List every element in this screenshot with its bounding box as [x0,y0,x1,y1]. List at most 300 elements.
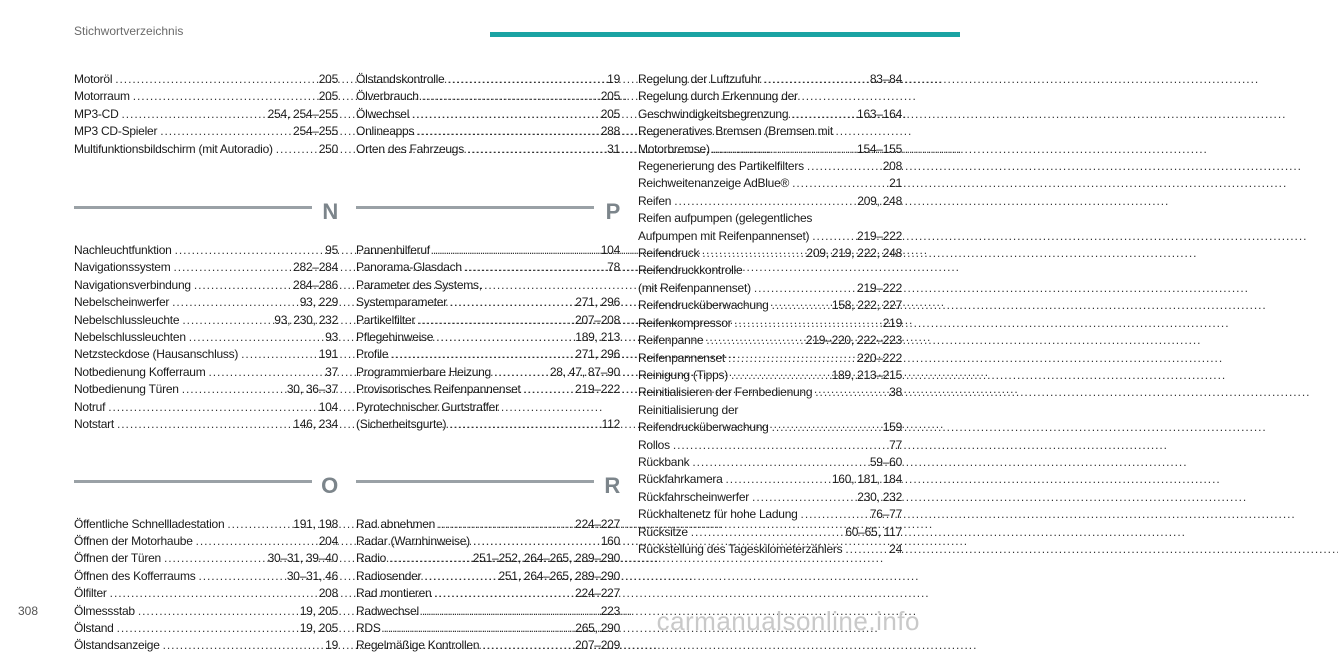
page-reference: 19 [607,72,620,86]
dot-leader [436,329,572,346]
page-reference: 219–220, 222–223 [805,333,902,348]
dot-leader [482,637,572,654]
page-reference: 207–209 [575,638,620,653]
page-reference: 37 [325,364,338,379]
index-term: Rückstellung des Tageskilometerzählers [638,541,843,556]
index-entry [356,106,620,123]
index-entry [638,297,902,314]
dot-leader [422,88,598,105]
index-entry [638,332,902,349]
dot-leader [110,585,316,602]
index-entry-row [74,294,338,311]
index-entry [74,346,338,363]
index-entry-row [74,329,338,346]
index-term: Rückfahrscheinwerfer [638,489,750,504]
index-term: Regelmäßige Kontrollen [356,638,480,653]
index-entry [638,506,902,523]
page-reference: 21 [889,176,902,191]
page-reference: 59–60 [869,454,902,469]
page-reference: 112 [601,417,620,432]
index-term: Reifendrucküberwachung [638,298,769,313]
index-entry-row [74,637,338,654]
dot-leader [241,346,316,363]
index-term: Regenerierung des Partikelfilters [638,159,804,174]
page-reference: 154–155 [857,141,902,156]
index-term: Radar (Warnhinweise) [356,533,470,548]
index-term-line: Regeneratives Bremsen (Bremsen mit [638,124,833,139]
page-reference: 251–252, 264–265, 289–290 [472,551,620,566]
page-reference: 207–208 [575,312,620,327]
section-title: Stichwortverzeichnis [74,24,184,38]
page-reference: 265, 290 [575,620,620,635]
dot-leader [115,71,315,88]
page-reference: 93, 229 [299,295,338,310]
index-entry [74,312,338,329]
dot-leader [465,259,604,276]
section-letter: O [321,472,338,498]
index-entry [638,245,902,262]
index-term: Pflegehinweise [356,330,434,345]
index-term: (Sicherheitsgurte) [356,417,447,432]
index-entry [638,315,902,332]
index-entry-row [638,419,902,436]
index-term: Ölwechsel [356,106,410,121]
index-term: Rücksitze [638,524,688,539]
index-entry [356,603,620,620]
index-entry [356,242,620,259]
index-entry-row [638,350,902,367]
dot-leader [450,294,572,311]
page-reference: 254, 254–255 [267,106,338,121]
index-entry [356,399,620,434]
dot-leader [117,620,297,637]
dot-leader [175,242,323,259]
page-reference: 254–255 [293,124,338,139]
page-reference: 30, 36–37 [286,382,338,397]
index-entry-row [74,242,338,259]
dot-leader [434,585,572,602]
index-term: Rollos [638,437,670,452]
index-entry [74,88,338,105]
page-reference: 31 [607,141,620,156]
dot-leader [182,312,271,329]
page-reference: 30–31, 39–40 [267,551,338,566]
dot-leader [815,384,886,401]
dot-leader [772,297,829,314]
index-entry-row [356,312,620,329]
index-entry-row [356,294,620,311]
dot-leader [122,106,265,123]
index-term: MP3 CD-Spieler [74,124,158,139]
index-entry [638,541,902,558]
page-reference: 78 [607,260,620,275]
index-term: Reifendruck [638,246,700,261]
index-entry [356,88,620,105]
dot-leader [198,568,283,585]
page-reference: 224–227 [575,586,620,601]
dot-leader [473,533,598,550]
index-term: Notruf [74,399,106,414]
dot-leader [726,471,829,488]
index-entry-row [356,346,620,363]
dot-leader [449,416,598,433]
index-term: Panorama-Glasdach [356,260,462,275]
index-entry [74,381,338,398]
index-term-line: Parameter des Systems, [356,277,482,292]
index-entry-row [638,506,902,523]
dot-leader [467,141,604,158]
page-reference: 160 [600,533,620,548]
index-entry-row [356,603,620,620]
index-entry [638,193,902,210]
index-entry [356,620,620,637]
section-letter: N [322,199,338,225]
index-term: Öffentliche Schnellladestation [74,516,225,531]
index-entry [356,259,620,276]
index-entry [356,346,620,363]
index-entry [356,71,620,88]
index-entry-row [74,259,338,276]
dot-leader [189,329,322,346]
index-entry-row [356,381,620,398]
index-entry [356,312,620,329]
letter-section-header [356,198,620,238]
index-term: Rückhaltenetz für hohe Ladung [638,507,798,522]
index-term: Reifenpannenset [638,350,725,365]
index-entry-row [74,123,338,140]
index-entry-row [356,329,620,346]
watermark: carmanualsonline.info [656,606,920,636]
page-reference: 282–284 [293,260,338,275]
page-reference: 93 [325,330,338,345]
index-term: Reifenpanne [638,333,704,348]
index-term: Multifunktionsbildschirm (mit Autoradio) [74,141,273,156]
index-term: Nebelscheinwerfer [74,295,170,310]
index-term: Ölstandskontrolle [356,72,445,86]
dot-leader [845,541,886,558]
index-entry-row [638,471,902,488]
index-entry-row [74,516,338,533]
index-entry-row [356,106,620,123]
page-reference: 19 [325,638,338,653]
index-entry-row [638,141,902,158]
index-entry-row [74,533,338,550]
page-reference: 38 [889,385,902,400]
index-entry-row [74,312,338,329]
dot-leader [692,454,867,471]
page-reference: 250 [318,141,338,156]
dot-leader [524,381,572,398]
index-entry [74,516,338,533]
page-reference: 219–222 [857,228,902,243]
section-divider [74,206,312,209]
page-reference: 189, 213–215 [831,367,902,382]
index-entry-row [356,141,620,158]
index-term: Öffnen der Motorhaube [74,533,193,548]
index-entry-row [356,585,620,602]
index-entry [638,437,902,454]
index-term: Ölfilter [74,586,107,601]
index-entry [74,637,338,654]
page-reference: 219 [882,315,902,330]
page-reference: 93, 230, 232 [274,312,338,327]
index-entry-row [638,315,902,332]
page-reference: 208 [882,159,902,174]
dot-leader [182,381,284,398]
dot-leader [801,506,867,523]
page-reference: 95 [325,243,338,258]
letter-section-header [356,472,620,512]
dot-leader [117,416,290,433]
index-entry [638,88,902,123]
dot-leader [702,245,803,262]
index-entry [74,294,338,311]
index-entry-row [638,367,902,384]
index-entry [356,637,620,654]
dot-leader [812,228,854,245]
section-divider [356,206,594,209]
dot-leader [163,637,323,654]
page-reference: 83–84 [869,72,902,86]
page-number: 308 [18,604,39,618]
index-entry [638,524,902,541]
page-reference: 284–286 [293,277,338,292]
index-column-2 [356,71,620,655]
index-term: Aufpumpen mit Reifenpannenset) [638,228,810,243]
page-reference: 19, 205 [299,620,338,635]
index-entry [356,277,620,312]
index-entry-row [638,175,902,192]
page-reference: 220–222 [857,350,902,365]
dot-leader [108,399,316,416]
dot-leader [752,489,854,506]
index-entry-row [638,332,902,349]
dot-leader [706,332,803,349]
index-entry [638,71,902,88]
dot-leader [384,620,573,637]
index-term-line: Reinitialisierung der [638,402,739,417]
index-term: Rad montieren [356,586,432,601]
index-entry [638,158,902,175]
index-term: Radio [356,551,387,566]
page-reference: 271, 296 [575,347,620,362]
page-reference: 104 [600,243,620,258]
index-entry [74,141,338,158]
dot-leader [674,193,854,210]
index-entry-row [74,71,338,88]
index-term: Rückbank [638,454,690,469]
index-term: Notstart [74,417,115,432]
index-entry-row [638,158,902,175]
index-entry-row [638,280,902,297]
index-entry-row [74,277,338,294]
letter-section-header [74,198,338,238]
header-accent-bar [490,32,960,37]
index-term: Nachleuchtfunktion [74,243,172,258]
index-entry [356,568,620,585]
index-term: Öffnen des Kofferraums [74,568,196,583]
dot-leader [734,315,879,332]
dot-leader [772,419,880,436]
page-reference: 24 [889,541,902,556]
dot-leader [418,312,572,329]
index-entry-row [638,524,902,541]
index-entry-row [638,541,902,558]
index-entry [74,585,338,602]
page-reference: 288 [600,124,620,139]
section-letter: R [604,472,620,498]
index-entry [638,262,902,297]
index-term: Radiosender [356,568,422,583]
index-entry-row [356,620,620,637]
index-entry-row [638,384,902,401]
section-divider [74,480,312,483]
page-reference: 224–227 [575,516,620,531]
page-reference: 230, 232 [857,489,902,504]
index-entry [74,416,338,433]
index-term: Pannenhilferuf [356,243,430,258]
index-column-1 [74,71,338,655]
index-term-line: Reifen aufpumpen (gelegentliches [638,211,813,226]
page-reference: 271, 296 [575,295,620,310]
index-entry [638,175,902,192]
index-entry-row [638,437,902,454]
index-entry [638,454,902,471]
index-entry [74,620,338,637]
index-entry-row [356,88,620,105]
index-entry-row [74,585,338,602]
index-entry-row [356,364,620,381]
page-reference: 251, 264–265, 289–290 [498,568,620,583]
page-reference: 189, 213 [575,330,620,345]
index-term: Reinigung (Tipps) [638,367,729,382]
page-reference: 76–77 [869,507,902,522]
index-term: (mit Reifenpannenset) [638,280,751,295]
page-reference: 204 [318,533,338,548]
index-entry-row [356,637,620,654]
dot-leader [389,550,470,567]
dot-leader [196,533,316,550]
index-entry [74,399,338,416]
index-term: Navigationsverbindung [74,277,191,292]
index-entry-row [356,550,620,567]
index-entry-row [638,297,902,314]
index-entry-row [638,228,902,245]
index-entry [74,533,338,550]
index-term-line: Reifendruckkontrolle [638,263,743,278]
index-term-line: Pyrotechnischer Gurtstraffer [356,399,499,414]
page-reference: 209, 219, 222, 248 [806,246,902,261]
index-term: Reinitialisieren der Fernbedienung [638,385,813,400]
page-reference: 191 [318,347,338,362]
page-reference: 158, 222, 227 [831,298,902,313]
page-reference: 146, 234 [293,417,338,432]
index-entry [74,242,338,259]
dot-leader [447,71,604,88]
dot-leader [494,364,547,381]
index-term: RDS [356,620,381,635]
index-term: Reifendrucküberwachung [638,420,769,435]
index-entry [74,603,338,620]
page-reference: 28, 47, 87–90 [549,364,620,379]
index-entry [638,384,902,401]
index-term: Motoröl [74,72,113,86]
index-entry-row [74,550,338,567]
index-term: Profile [356,347,389,362]
index-entry [74,329,338,346]
index-column-3 [638,71,902,558]
dot-leader [422,603,598,620]
index-entry-row [638,193,902,210]
index-entry [356,533,620,550]
dot-leader [160,123,290,140]
index-entry [356,516,620,533]
index-entry [638,350,902,367]
index-entry [356,381,620,398]
index-entry-row [74,568,338,585]
index-entry-row [356,71,620,88]
dot-leader [791,106,854,123]
index-entry [74,550,338,567]
index-entry [74,277,338,294]
page-reference: 205 [600,89,620,104]
index-entry [638,489,902,506]
dot-leader [227,516,290,533]
page-reference: 160, 181, 184 [831,472,902,487]
index-entry [356,329,620,346]
index-entry-row [638,71,902,88]
index-entry [638,123,902,158]
dot-leader [673,437,886,454]
page-reference: 19, 205 [299,603,338,618]
page-reference: 205 [318,72,338,86]
index-term: Reichweitenanzeige AdBlue® [638,176,790,191]
index-term: Nebelschlussleuchte [74,312,180,327]
dot-leader [728,350,854,367]
index-entry [638,367,902,384]
page-reference: 60–65, 117 [845,524,902,539]
index-term: Ölmessstab [74,603,135,618]
index-entry [356,585,620,602]
index-entry [356,364,620,381]
dot-leader [713,141,854,158]
index-term: Provisorisches Reifenpannenset [356,382,521,397]
index-term: Radwechsel [356,603,419,618]
dot-leader [424,568,495,585]
index-term: Reifenkompressor [638,315,732,330]
page-reference: 159 [882,420,902,435]
page-reference: 205 [600,106,620,121]
index-entry-row [356,516,620,533]
index-entry [638,402,902,437]
index-entry-row [74,364,338,381]
dot-leader [173,259,290,276]
index-entry-row [74,106,338,123]
dot-leader [792,175,886,192]
index-entry-row [356,568,620,585]
index-term: Öffnen der Türen [74,551,161,566]
index-entry [74,259,338,276]
index-entry-row [356,533,620,550]
page-reference: 219–222 [575,382,620,397]
index-term: Rad abnehmen [356,516,436,531]
index-term: Partikelfilter [356,312,416,327]
dot-leader [194,277,290,294]
dot-leader [438,516,572,533]
page-reference: 219–222 [857,280,902,295]
index-entry-row [356,259,620,276]
index-term: Netzsteckdose (Hausanschluss) [74,347,239,362]
